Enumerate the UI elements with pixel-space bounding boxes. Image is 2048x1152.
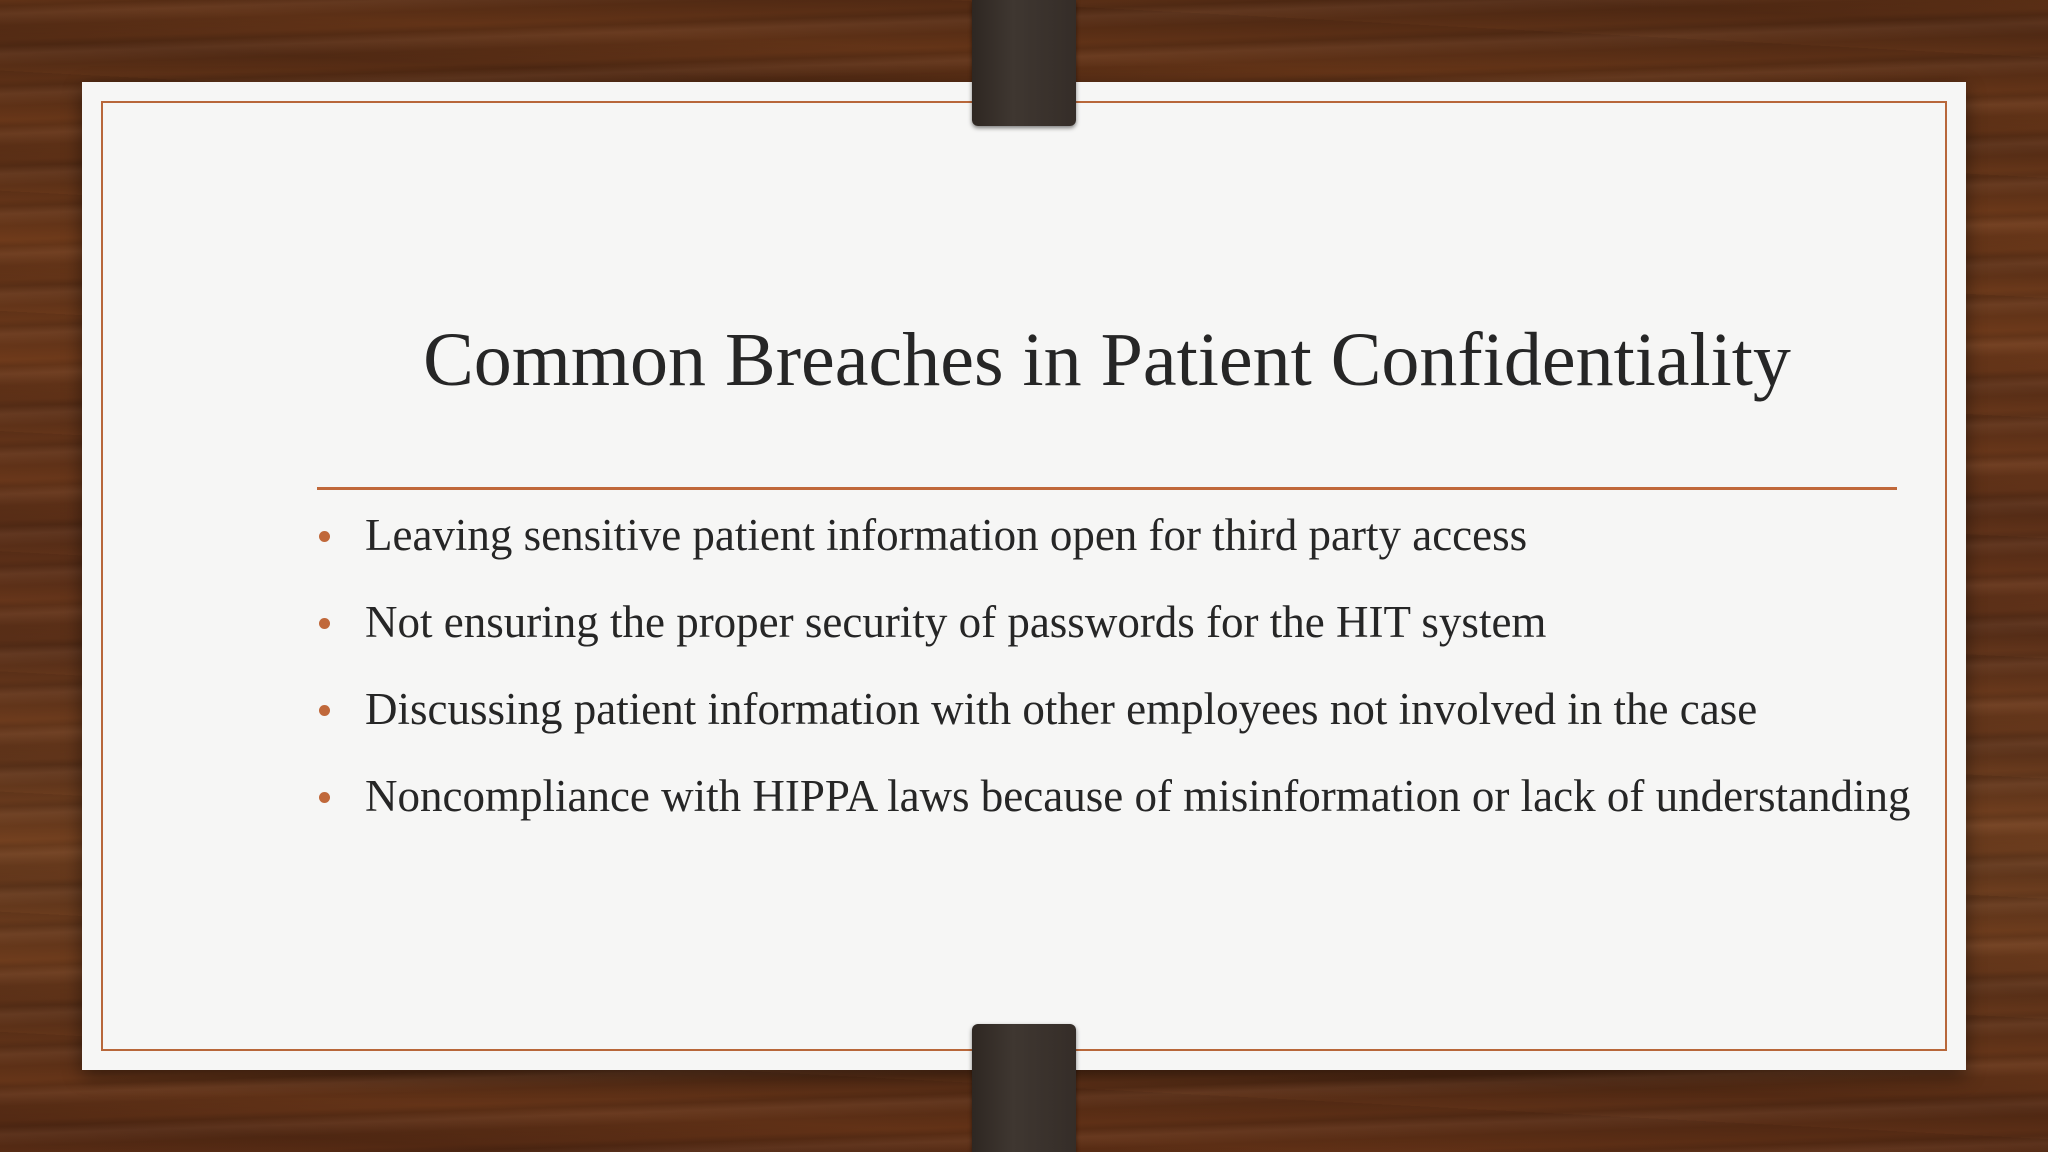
- list-item: [317, 510, 1917, 560]
- bullet-text: Noncompliance with HIPPA laws because of misinformation or lack of understanding: [365, 771, 1911, 821]
- bullet-text: Leaving sensitive patient information open for third party access: [365, 510, 1528, 560]
- list-item: [317, 771, 1917, 821]
- bullet-text: Discussing patient information with other employees not involved in the case: [365, 684, 1758, 734]
- title-divider: [317, 487, 1897, 490]
- bullet-icon: [319, 531, 330, 542]
- top-clip: [972, 0, 1076, 126]
- slide-board: [82, 82, 1966, 1070]
- bullet-icon: [319, 705, 330, 716]
- bottom-clip: [972, 1024, 1076, 1152]
- bullet-list: [317, 510, 1917, 862]
- list-item: [317, 684, 1917, 734]
- bullet-icon: [319, 792, 330, 803]
- bullet-text: Not ensuring the proper security of passwords for the HIT system: [365, 597, 1547, 647]
- slide-title: Common Breaches in Patient Confidentiality: [423, 318, 1791, 402]
- list-item: [317, 597, 1917, 647]
- bullet-icon: [319, 618, 330, 629]
